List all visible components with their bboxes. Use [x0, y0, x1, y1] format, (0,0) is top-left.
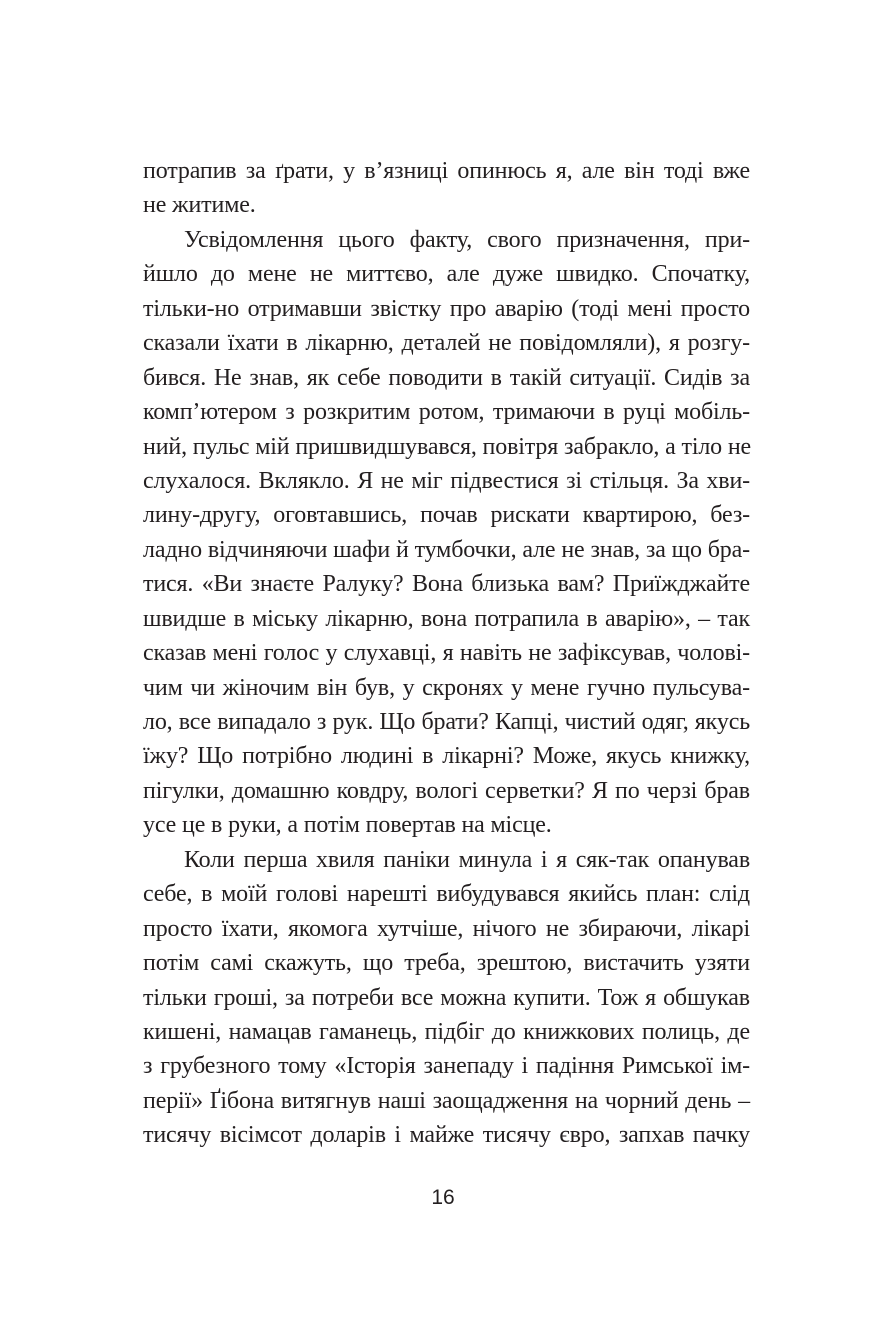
text-line: бився. Не знав, як себе поводити в такій ситуації. Сидів за — [143, 364, 750, 391]
text-line: тисячу вісімсот доларів і майже тисячу євро, запхав пачку — [143, 1122, 750, 1149]
text-line: не житиме. — [143, 192, 256, 219]
text-line: сказав мені голос у слухавці, я навіть не зафіксував, чолові- — [143, 640, 750, 667]
text-line: чим чи жіночим він був, у скронях у мене гучно пульсува- — [143, 674, 750, 701]
text-line: пігулки, домашню ковдру, вологі серветки? Я по черзі брав — [143, 777, 750, 804]
text-line: перії» Ґібона витягнув наші заощадження на чорний день – — [143, 1087, 750, 1114]
paragraph-first-line: Усвідомлення цього факту, свого призначення, при- — [184, 226, 750, 253]
text-line: з грубезного тому «Історія занепаду і падіння Римської ім- — [143, 1053, 750, 1080]
text-line: ло, все випадало з рук. Що брати? Капці, чистий одяг, якусь — [143, 709, 750, 735]
text-line: їжу? Що потрібно людині в лікарні? Може, якусь книжку, — [143, 743, 750, 770]
text-line: комп’ютером з розкритим ротом, тримаючи в руці мобіль- — [143, 399, 750, 426]
text-line: потім самі скажуть, що треба, зрештою, вистачить узяти — [143, 950, 750, 977]
text-line: просто їхати, якомога хутчіше, нічого не збираючи, лікарі — [143, 915, 750, 942]
paragraph-first-line: Коли перша хвиля паніки минула і я сяк-так опанував — [184, 846, 750, 873]
text-line: слухалося. Вклякло. Я не міг підвестися зі стільця. За хви- — [143, 467, 750, 494]
text-line: себе, в моїй голові нарешті вибудувався якийсь план: слід — [143, 881, 750, 908]
text-line: швидше в міську лікарню, вона потрапила в аварію», – так — [143, 605, 750, 632]
body-text — [143, 154, 750, 1153]
text-line: лину-другу, оговтавшись, почав рискати квартирою, без- — [143, 502, 750, 529]
text-line: потрапив за ґрати, у в’язниці опинюсь я, але він тоді вже — [143, 158, 750, 184]
text-line: тільки-но отримавши звістку про аварію (тоді мені просто — [143, 295, 750, 322]
text-line: тільки гроші, за потреби все можна купити. Тож я обшукав — [143, 984, 750, 1011]
text-line: ний, пульс мій пришвидшувався, повітря забракло, а тіло не — [143, 433, 752, 460]
text-line: усе це в руки, а потім повертав на місце. — [143, 812, 552, 839]
text-line: сказали їхати в лікарню, деталей не повідомляли), я розгу- — [143, 330, 750, 357]
page-number: 16 — [431, 1186, 455, 1209]
text-line: ладно відчиняючи шафи й тумбочки, але не знав, за що бра- — [143, 536, 750, 563]
text-line: йшло до мене не миттєво, але дуже швидко. Спочатку, — [143, 261, 750, 288]
text-line: тися. «Ви знаєте Ралуку? Вона близька вам? Приїжджайте — [143, 571, 750, 598]
text-line: кишені, намацав гаманець, підбіг до книжкових полиць, де — [143, 1018, 750, 1045]
